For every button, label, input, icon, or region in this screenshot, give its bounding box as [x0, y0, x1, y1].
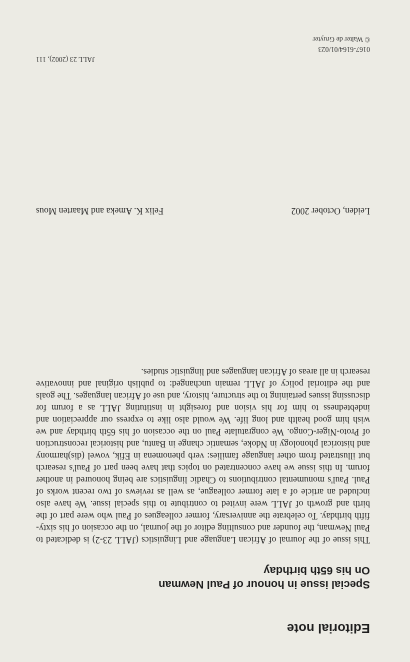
page-footer: [36, 34, 370, 64]
place-date: Leiden, October 2002: [291, 206, 370, 216]
issn-code: 0167-6164/01/023: [318, 45, 370, 53]
journal-citation: JALL 23 (2002), 111: [36, 55, 95, 63]
birthday-subtitle: On his 65th birthday: [263, 564, 370, 576]
editorial-heading: Editorial note: [286, 621, 370, 636]
signoff: [36, 206, 370, 216]
editor-names: Felix K. Ameka and Maarten Mous: [36, 206, 164, 216]
editorial-body: This issue of the Journal of African Language and Linguistics (JALL 23-2) is dedicated to Paul Newman, the founder and consulting editor of the journal, on the occasion of his sixty-fifth birthday. To celebrate the anniversary, former colleagues of Paul who were part of the birth and growth of JALL were invited to contribute to this special issue. We have also included an article of a late former colleague, as well as reviews of two recent works of Paul. Paul's monumental contributions to Chadic linguistics are being honoured in another forum. In this issue we have concentrated on topics that have been part of Paul's research but illustrated from other language families: verb phenomena in Efik, vowel (dis)harmony and historical phonology in Ndoke, semantic change in Bantu, and historical reconstruction of Proto-Niger-Congo. We congratulate Paul on the occasion of his 65th birthday and we wish him good health and long life. We would also like to express our appreciation and indebtedness to him for his vision and foresight in instituting JALL as a forum for discussing issues pertaining to the structure, history, and use of African languages. The goals and the editorial policy of JALL remain unchanged: to publish original and innovative research in all areas of African languages and linguistic studies.: [36, 367, 370, 545]
title-block: [40, 563, 370, 636]
special-issue-title: Special issue in honour of Paul Newman: [158, 578, 370, 590]
publisher-credit: © Walter de Gruyter: [312, 35, 370, 43]
